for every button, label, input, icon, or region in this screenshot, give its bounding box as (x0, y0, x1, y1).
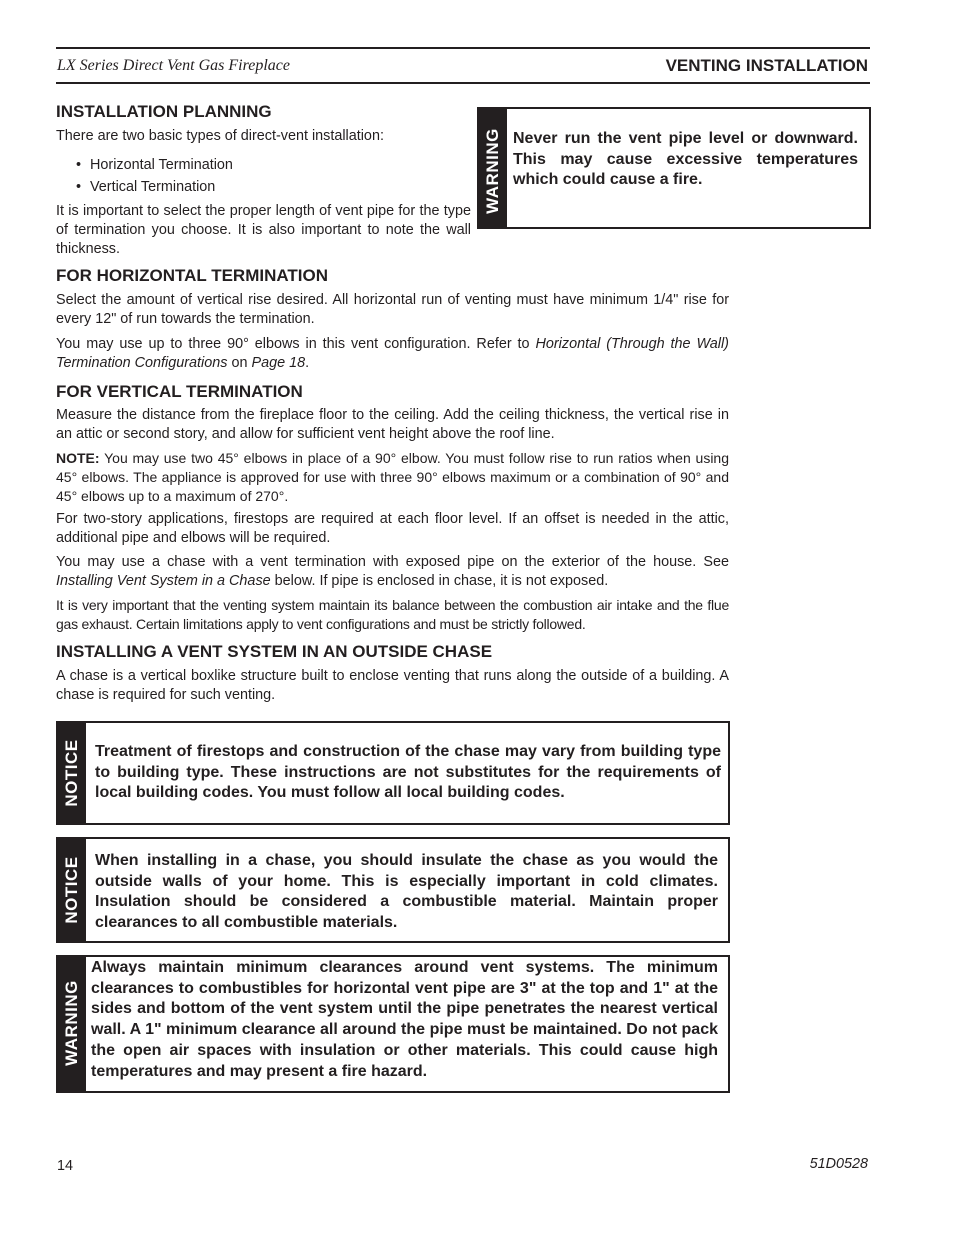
warning-tab (479, 109, 507, 227)
vertical-paragraph-5: It is very important that the venting system maintain its balance between the combustion air intake and the flue gas exhaust. Certain limitations apply to vent configurations and must be strictly followed. (56, 597, 729, 632)
vertical-paragraph-3: For two-story applications, firestops are required at each floor level. If an offset is needed in the attic, additional pipe and elbows will be required. (56, 511, 729, 546)
termination-type-list (76, 154, 233, 198)
header-rule-bottom (56, 82, 870, 84)
list-item: • Vertical Termination (76, 176, 233, 198)
notice-tab (58, 723, 86, 823)
page-reference: Page 18 (251, 355, 306, 371)
vertical-paragraph-1: Measure the distance from the fireplace floor to the ceiling. Add the ceiling thickness, the vertical rise in an attic or second story, and allow for sufficient vent height above the roof line. (56, 407, 729, 442)
heading-installation-planning: INSTALLATION PLANNING (56, 102, 272, 121)
bullet-icon: • (76, 179, 82, 195)
heading-vertical-termination: FOR VERTICAL TERMINATION (56, 382, 303, 401)
notice-tab (58, 839, 86, 941)
notice-box-2 (56, 837, 730, 943)
document-code: 51D0528 (809, 1156, 868, 1172)
notice-text-1: Treatment of firestops and construction of the chase may vary from building type to building type. These instructions are not substitutes for the requirements of local building codes. You must follow all local building codes. (95, 743, 721, 802)
chase-paragraph: A chase is a vertical boxlike structure built to enclose venting that runs along the outside of a building. A chase is required for such venting. (56, 668, 729, 703)
bullet-icon: • (76, 157, 82, 173)
warning-label: WARNING (483, 128, 502, 214)
heading-outside-chase: INSTALLING A VENT SYSTEM IN AN OUTSIDE CHASE (56, 642, 493, 661)
cross-reference-link: Installing Vent System in a Chase (56, 573, 271, 589)
notice-label: NOTICE (62, 739, 81, 807)
horizontal-paragraph-2: You may use up to three 90° elbows in this vent configuration. Refer to Horizontal (Through the Wall) Termination Configurations on Page 18. (56, 336, 729, 371)
horizontal-paragraph-1: Select the amount of vertical rise desired. All horizontal run of venting must have minimum 1/4" rise for every 12" of run towards the termination. (56, 292, 729, 327)
warning-text-bottom: Always maintain minimum clearances around vent systems. The minimum clearances to combustibles for horizontal vent pipe are 3" at the top and 1" at the sides and bottom of the vent system until the pipe penetrates the nearest vertical wall. A 1" minimum clearance all around the pipe must be maintained. Do not pack the open air spaces with insulation or other materials. This could cause high temperatures and may present a fire hazard. (91, 959, 718, 1080)
planning-intro: There are two basic types of direct-vent installation: (56, 128, 384, 144)
cross-reference-link: Horizontal (Through the Wall) Termination Configurations (56, 336, 729, 371)
warning-text-top: Never run the vent pipe level or downward. This may cause excessive temperatures which could cause a fire. (513, 130, 858, 189)
planning-body: It is important to select the proper length of vent pipe for the type of termination you choose. It is also important to note the wall thickness. (56, 203, 471, 257)
warning-label: WARNING (62, 980, 81, 1066)
vertical-paragraph-4: You may use a chase with a vent termination with exposed pipe on the exterior of the house. See Installing Vent System in a Chase below. If pipe is enclosed in chase, it is not exposed. (56, 554, 729, 589)
warning-box-bottom (56, 955, 730, 1093)
list-item: • Horizontal Termination (76, 154, 233, 176)
header-rule-top (56, 47, 870, 49)
document-title: LX Series Direct Vent Gas Fireplace (57, 57, 290, 74)
warning-tab (58, 957, 86, 1091)
section-title: VENTING INSTALLATION (665, 56, 868, 75)
heading-horizontal-termination: FOR HORIZONTAL TERMINATION (56, 266, 328, 285)
notice-text-2: When installing in a chase, you should insulate the chase as you would the outside walls of your home. This is especially important in cold climates. Insulation should be considered a combustible material. Maintain proper clearances to all combustible materials. (95, 852, 718, 932)
vertical-note: NOTE: You may use two 45° elbows in place of a 90° elbow. You must follow rise to run ratios when using 45° elbows. The appliance is approved for use with three 90° elbows maximum or a combination of 90° and 45° elbows up to a maximum of 270°. (56, 450, 729, 504)
warning-box-top (477, 107, 871, 229)
notice-box-1 (56, 721, 730, 825)
notice-label: NOTICE (62, 856, 81, 924)
note-label: NOTE: (56, 450, 100, 466)
page-number: 14 (57, 1158, 74, 1174)
